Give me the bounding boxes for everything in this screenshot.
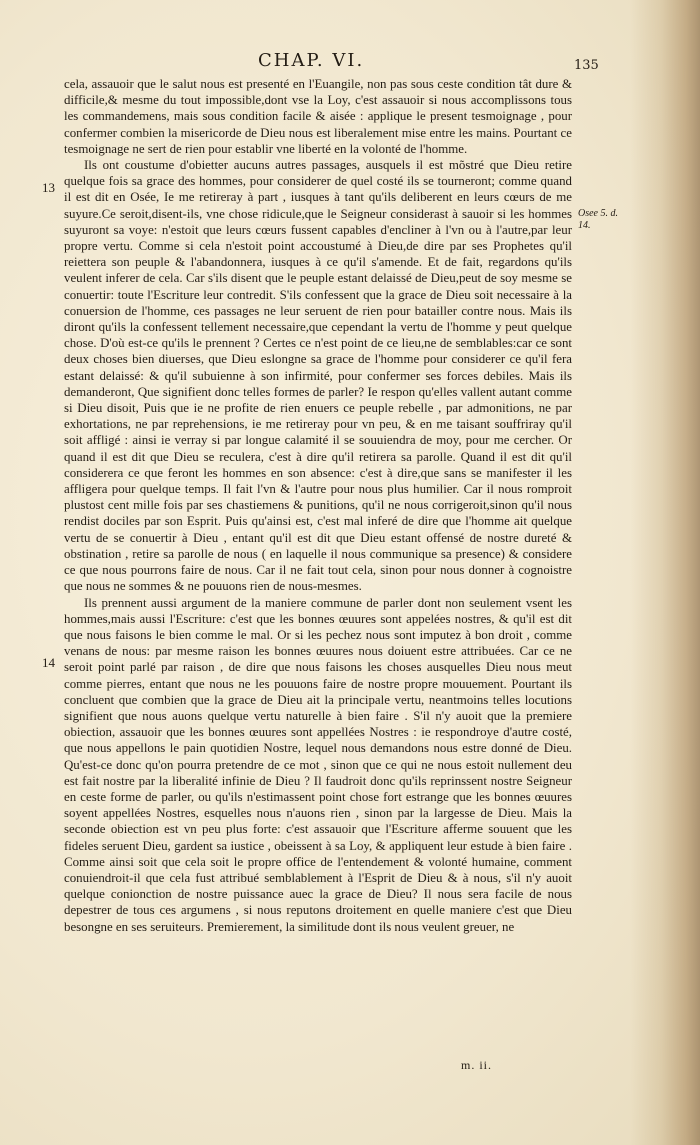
paragraph: cela, assauoir que le salut nous est presenté en l'Euangile, non pas sous ceste condition tât dure & difficile,& mesme du tout impossible,dont vse la Loy, c'est assauoir si nous accomplissons tous les commandemens, mais sous condition facile & aisée : applique le present tesmoignage , pour confermer combien la misericorde de Dieu nous est liberalement mise entre les mains. Pourtant ce tesmoignage ne sert de rien pour establir vne liberté en la volonté de l'homme. <box>64 77 572 156</box>
aged-edge-stain <box>630 0 700 1145</box>
chapter-title: CHAP. VI. <box>258 50 365 71</box>
paragraph-number-13: 13 <box>42 180 55 195</box>
body-text <box>64 76 572 935</box>
page-number: 135 <box>574 58 599 73</box>
margin-reference-note: Osee 5. d. 14. <box>578 208 618 231</box>
paragraph-number-14: 14 <box>42 655 55 670</box>
signature-mark: m. ii. <box>461 1058 493 1072</box>
paragraph: Ils prennent aussi argument de la maniere commune de parler dont non seulement vsent les hommes,mais aussi l'Escriture: c'est que les bonnes œuures sont appelées nostres, & qu'il est dit que nous faisons le bien comme le mal. Or si les pechez nous sont imputez à bon droit , comme venans de nous: par mesme raison les bonnes œuures nous doiuent estre attribuées. Car ce ne seroit point parlé par raison , de dire que nous faisons les choses ausquelles Dieu nous meut comme pierres, entant que nous ne les pouuons faire de nostre propre mouuement. Pourtant ils concluent que combien que la grace de Dieu ait la principale vertu, neantmoins telles locutions signifient que nous auons quelque vertu naturelle à bien faire . S'il n'y auoit que la premiere obiection, assauoir que les bonnes œuures sont appellées Nostres : ie respondroye d'autre costé, que nous appellons le pain quotidien Nostre, lequel nous demandons nous estre donné de Dieu. Qu'est-ce donc qu'on pourra pretendre de ce mot , sinon que ce qui ne nous estoit nullement deu est fait nostre par la liberalité infinie de Dieu ? Il faudroit donc qu'ils reprinssent nostre Seigneur en ceste forme de parler, ou qu'ils n'estimassent point chose fort estrange que les bonnes œuures soyent appellées Nostres, esquelles nous n'auons rien , sinon par la largesse de Dieu. Mais la seconde obiection est vn peu plus forte: c'est assauoir que l'Escriture afferme souuent que les fideles seruent Dieu, gardent sa iustice , obeissent à sa Loy, & appliquent leur estude à bien faire . Comme ainsi soit que cela soit le propre office de l'entendement & volonté humaine, comment conuiendroit-il que cela fust attribué semblablement à l'Esprit de Dieu & à nous, s'il n'y auoit quelque conionction de nostre puissance auec la grace de Dieu? Il nous sera facile de nous depestrer de tous ces argumens , si nous reputons droitement en quelle maniere c'est que Dieu besongne en ses seruiteurs. Premierement, la similitude dont ils nous veulent greuer, ne <box>64 595 572 934</box>
paragraph: Ils ont coustume d'obietter aucuns autres passages, ausquels il est mõstré que Dieu retire quelque fois sa grace des hommes, pour considerer de quel costé ils se tourneront; comme quand il est dit en Osée, Ie me retireray à part , iusques à tant qu'ils deliberent en leurs cœurs de me suyure.Ce seroit,disent-ils, vne chose ridicule,que le Seigneur considerast à sauoir si les hommes suyuront sa voye: n'estoit que leurs cœurs fussent capables d'encliner à l'vn ou à l'autre,par leur propre vertu. Comme si cela n'estoit point accoustumé à Dieu,de dire par ses Prophetes qu'il reiettera son peuple & l'abandonnera, iusques à ce qu'il s'amende. Et de fait, regardons qu'ils veulent inferer de cela. Car s'ils disent que le peuple estant delaissé de Dieu,peut de soy mesme se conuertir: toute l'Escriture leur contredit. S'ils confessent que la grace de Dieu soit necessaire à la conuersion de l'homme, ces passages ne leur seruent de rien pour batailler contre nous. Mais ils diront qu'ils la confessent tellement necessaire,que cependant la vertu de l'homme y peut quelque chose. D'où est-ce qu'ils le prennent ? Certes ce n'est point de ce lieu,ne de semblables:car ce sont deux choses bien diuerses, que Dieu eslongne sa grace de l'homme pour considerer ce qu'il fera estant delaissé: & qu'il subuienne à son infirmité, pour confermer ses forces debiles. Mais ils demanderont, Que signifient donc telles formes de parler? Ie respon qu'elles vallent autant comme si Dieu disoit, Puis que ie ne profite de rien enuers ce peuple rebelle , par admonitions, ne par exhortations, ne par reprehensions, ie me retireray pour vn peu, & en me taisant souffriray qu'il soit affligé : ainsi ie verray si par longue calamité il se souuiendra de moy, pour me cercher. Or quand il est dit que Dieu se reculera, c'est à dire qu'il retirera sa parolle. Quand il est dit qu'il considerera ce que feront les hommes en son absence: c'est à dire,que sans se manifester il les affligera pour quelque temps. Il fait l'vn & l'autre pour nous plus humilier. Car il nous romproit plustost cent mille fois par ses chastiemens & punitions, qu'il ne nous corrigeroit,sinon qu'il nous rendist dociles par son Esprit. Puis qu'ainsi est, c'est mal inferé de dire que l'homme ait quelque vertu de se conuertir à Dieu , entant qu'il est dit que Dieu estant offensé de nostre dureté & obstination , retire sa parolle de nous ( en laquelle il nous communique sa presence) & considere ce que nous pourrons faire de nous. Car il ne fait tout cela, sinon pour nous donner à cognoistre que nous ne sommes & ne pouuons rien de nous-mesmes. <box>64 158 572 594</box>
